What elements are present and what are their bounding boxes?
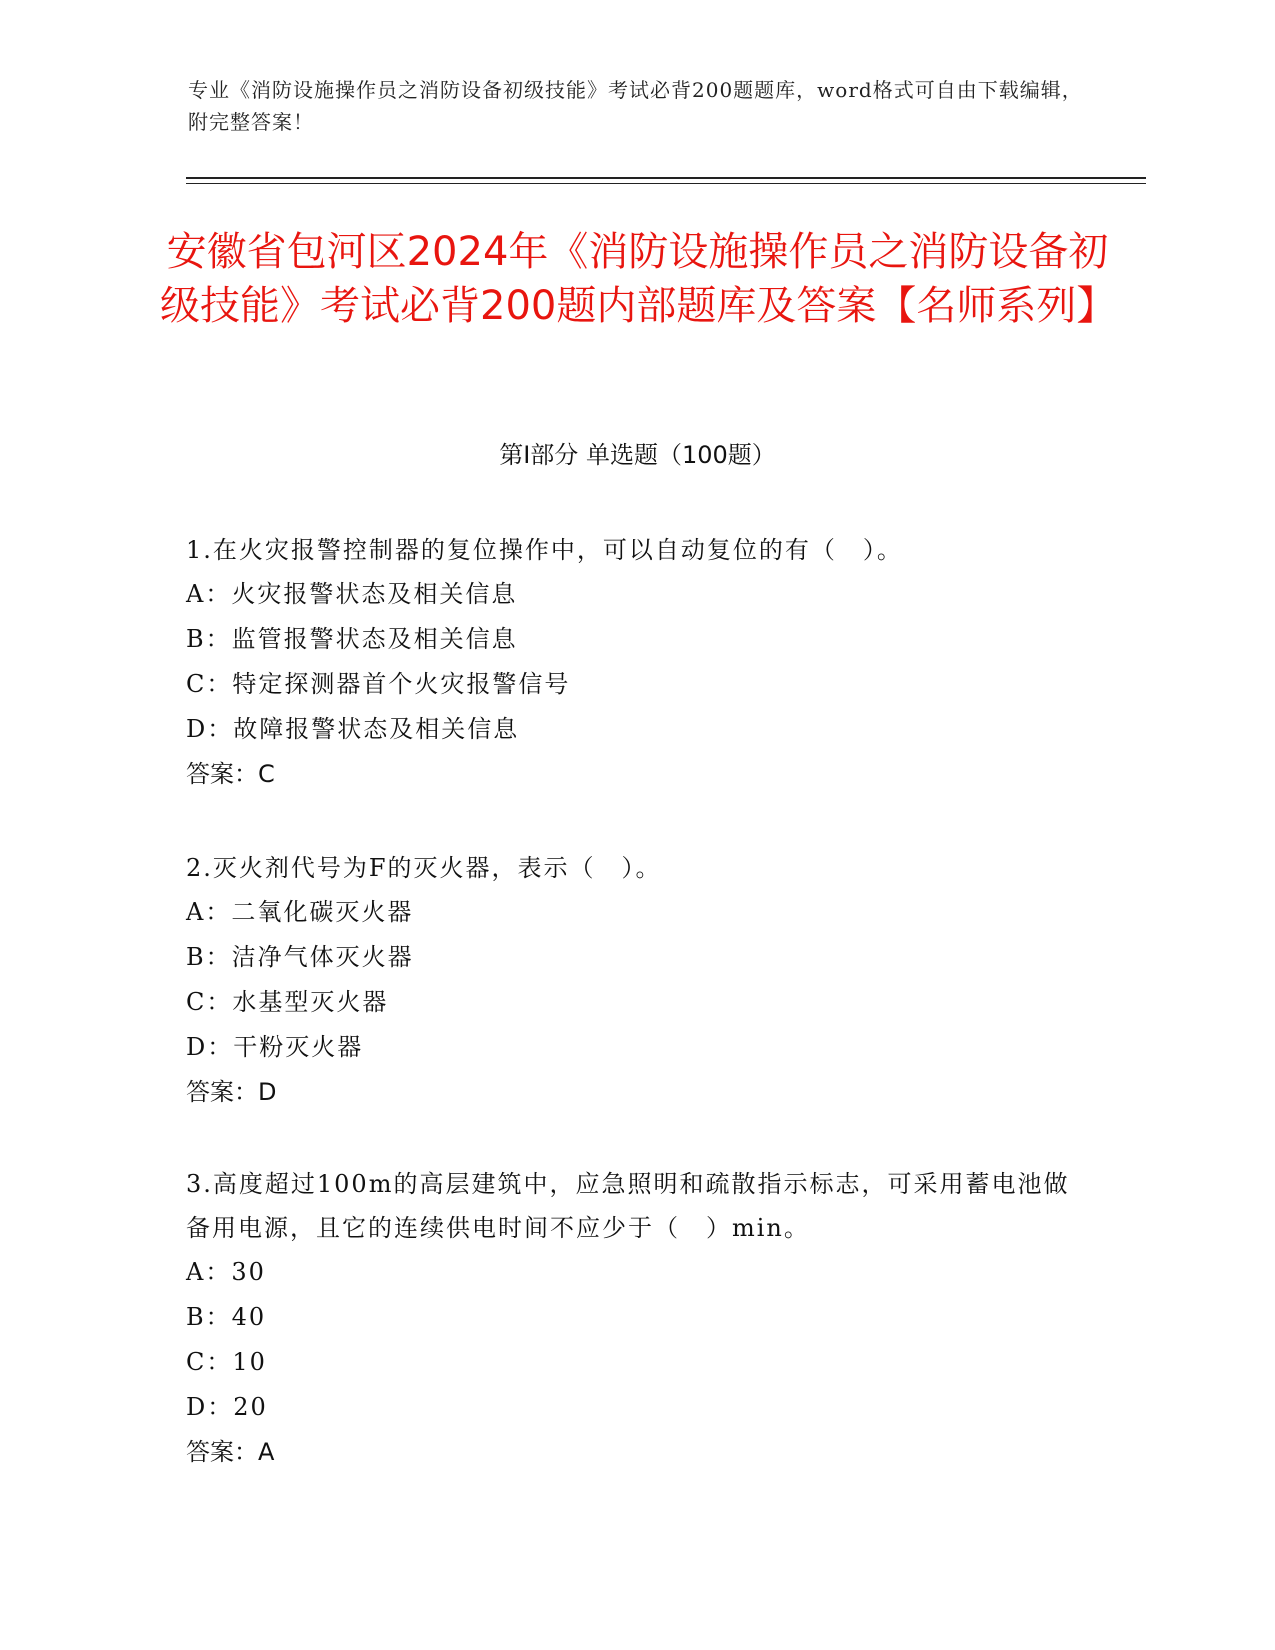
question-2 (186, 846, 1086, 1115)
option-c: C：特定探测器首个火灾报警信号 (186, 670, 571, 698)
option-b: B：洁净气体灭火器 (186, 943, 414, 971)
header-note: 专业《消防设施操作员之消防设备初级技能》考试必背200题题库，word格式可自由下载编辑，附完整答案！ (188, 78, 1083, 134)
option-a: A：二氧化碳灭火器 (186, 898, 414, 926)
section-title: 第Ⅰ部分 单选题（100题） (499, 441, 776, 469)
option-d: D：20 (186, 1393, 268, 1421)
question-stem: 3.高度超过100m的高层建筑中，应急照明和疏散指示标志，可采用蓄电池做备用电源，且它的连续供电时间不应少于（ ）min。 (186, 1170, 1070, 1242)
option-b: B：监管报警状态及相关信息 (186, 625, 518, 653)
answer: 答案：A (186, 1438, 275, 1466)
answer: 答案：D (186, 1078, 277, 1106)
header-divider-thin (186, 183, 1146, 184)
option-b: B：40 (186, 1303, 267, 1331)
option-c: C：水基型灭火器 (186, 988, 389, 1016)
question-stem: 2.灭火剂代号为F的灭火器，表示（ ）。 (186, 854, 662, 882)
answer: 答案：C (186, 760, 275, 788)
question-3 (186, 1162, 1086, 1475)
option-d: D：故障报警状态及相关信息 (186, 715, 520, 743)
question-stem: 1.在火灾报警控制器的复位操作中，可以自动复位的有（ ）。 (186, 536, 903, 564)
option-a: A：30 (186, 1258, 266, 1286)
header-divider-thick (186, 177, 1146, 179)
option-c: C：10 (186, 1348, 267, 1376)
document-title: 安徽省包河区2024年《消防设施操作员之消防设备初级技能》考试必背200题内部题库及答案【名师系列】 (160, 229, 1117, 329)
option-a: A：火灾报警状态及相关信息 (186, 580, 518, 608)
option-d: D：干粉灭火器 (186, 1033, 364, 1061)
question-1 (186, 528, 1086, 797)
